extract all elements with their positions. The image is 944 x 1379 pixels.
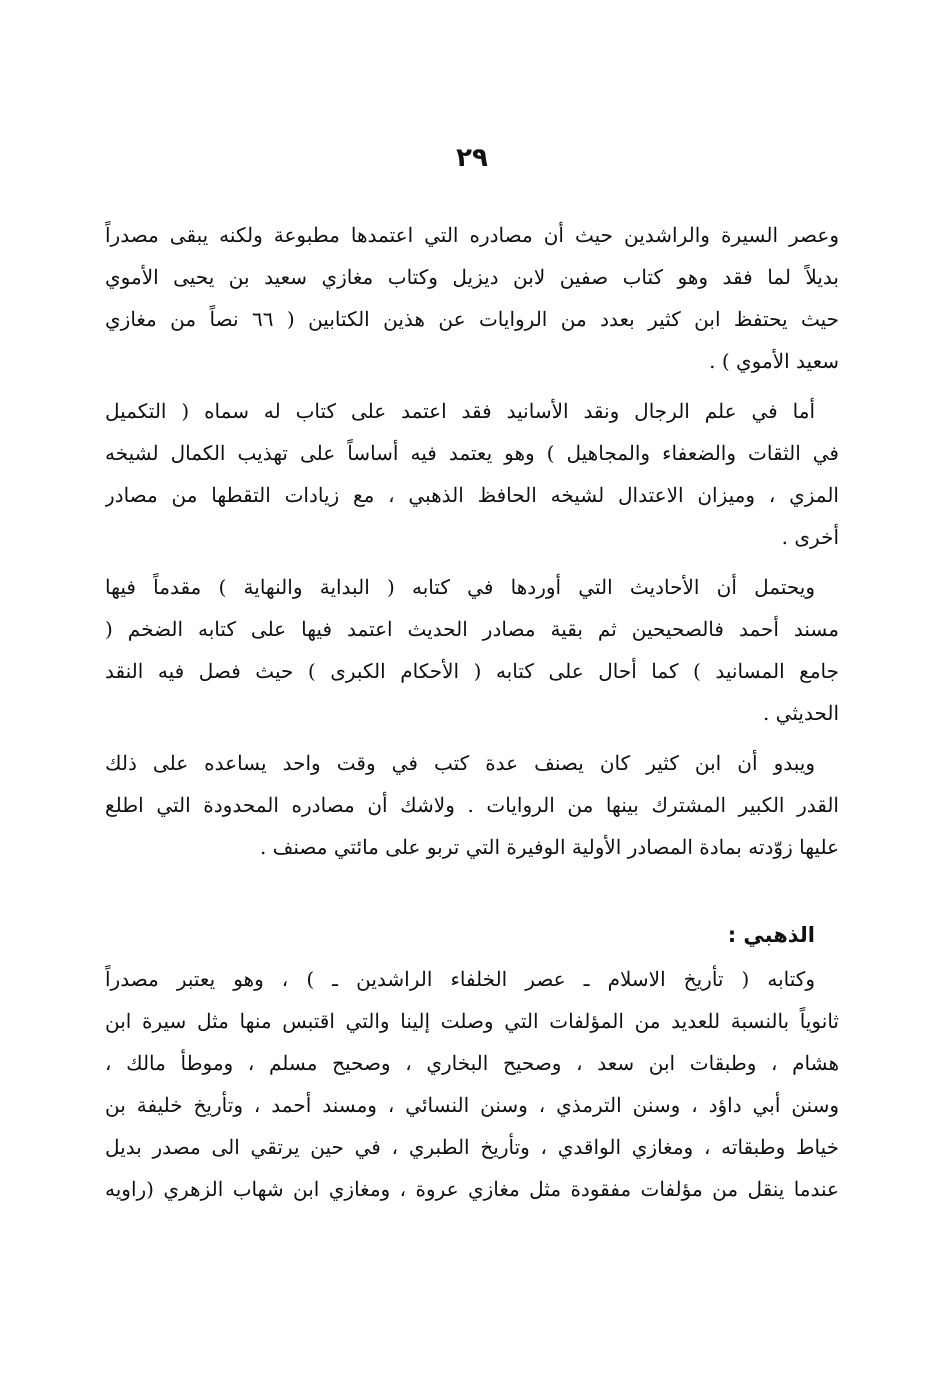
paragraph xyxy=(105,742,839,868)
section-heading: الذهبي : xyxy=(727,923,815,947)
text-line: ويحتمل أن الأحاديث التي أوردها في كتابه ( البداية والنهاية ) مقدماً فيها xyxy=(105,575,815,599)
text-line: في الثقات والضعفاء والمجاهيل ) وهو يعتمد فيه أساساً على تهذيب الكمال لشيخه xyxy=(105,441,839,465)
text-line: وسنن أبي داؤد ، وسنن الترمذي ، وسنن النسائي ، ومسند أحمد ، وتأريخ خليفة بن xyxy=(105,1093,839,1117)
text-line: بديلاً لما فقد وهو كتاب صفين لابن ديزيل وكتاب مغازي سعيد بن يحيى الأموي xyxy=(105,265,839,289)
page-number: ٢٩ xyxy=(456,143,488,173)
text-line: وكتابه ( تأريخ الاسلام ـ عصر الخلفاء الراشدين ـ ) ، وهو يعتبر مصدراً xyxy=(105,967,815,991)
text-line: وعصر السيرة والراشدين حيث أن مصادره التي اعتمدها مطبوعة ولكنه يبقى مصدراً xyxy=(105,223,839,247)
text-line: عندما ينقل من مؤلفات مفقودة مثل مغازي عروة ، ومغازي ابن شهاب الزهري (راويه xyxy=(105,1177,839,1201)
text-line: عليها زوّدته بمادة المصادر الأولية الوفيرة التي تربو على مائتي مصنف . xyxy=(259,835,839,859)
paragraph xyxy=(105,566,839,734)
text-line: أما في علم الرجال ونقد الأسانيد فقد اعتمد على كتاب له سماه ( التكميل xyxy=(105,399,816,423)
text-line: القدر الكبير المشترك بينها من الروايات . ولاشك أن مصادره المحدودة التي اطلع xyxy=(105,793,839,817)
body-text xyxy=(105,214,839,1210)
text-line: حيث يحتفظ ابن كثير بعدد من الروايات عن هذين الكتابين ( ٦٦ نصاً من مغازي xyxy=(105,307,839,331)
text-line: المزي ، وميزان الاعتدال لشيخه الحافظ الذهبي ، مع زيادات التقطها من مصادر xyxy=(105,483,839,507)
text-line: ثانوياً بالنسبة للعديد من المؤلفات التي وصلت إلينا والتي اقتبس منها مثل سيرة ابن xyxy=(105,1009,839,1033)
text-line: جامع المسانيد ) كما أحال على كتابه ( الأحكام الكبرى ) حيث فصل فيه النقد xyxy=(105,659,839,683)
text-line: أخرى . xyxy=(781,525,839,549)
text-line: خياط وطبقاته ، ومغازي الواقدي ، وتأريخ الطبري ، في حين يرتقي الى مصدر بديل xyxy=(105,1135,839,1159)
text-line: سعيد الأموي ) . xyxy=(709,349,839,373)
paragraph xyxy=(105,958,839,1210)
text-line: مسند أحمد فالصحيحين ثم بقية مصادر الحديث اعتمد فيها على كتابه الضخم ( xyxy=(105,617,839,641)
text-line: هشام ، وطبقات ابن سعد ، وصحيح البخاري ، وصحيح مسلم ، وموطأ مالك ، xyxy=(105,1051,839,1075)
paragraph xyxy=(105,214,839,382)
paragraph xyxy=(105,390,839,558)
text-line: الحديثي . xyxy=(762,701,839,725)
text-line: ويبدو أن ابن كثير كان يصنف عدة كتب في وقت واحد يساعده على ذلك xyxy=(105,751,815,775)
